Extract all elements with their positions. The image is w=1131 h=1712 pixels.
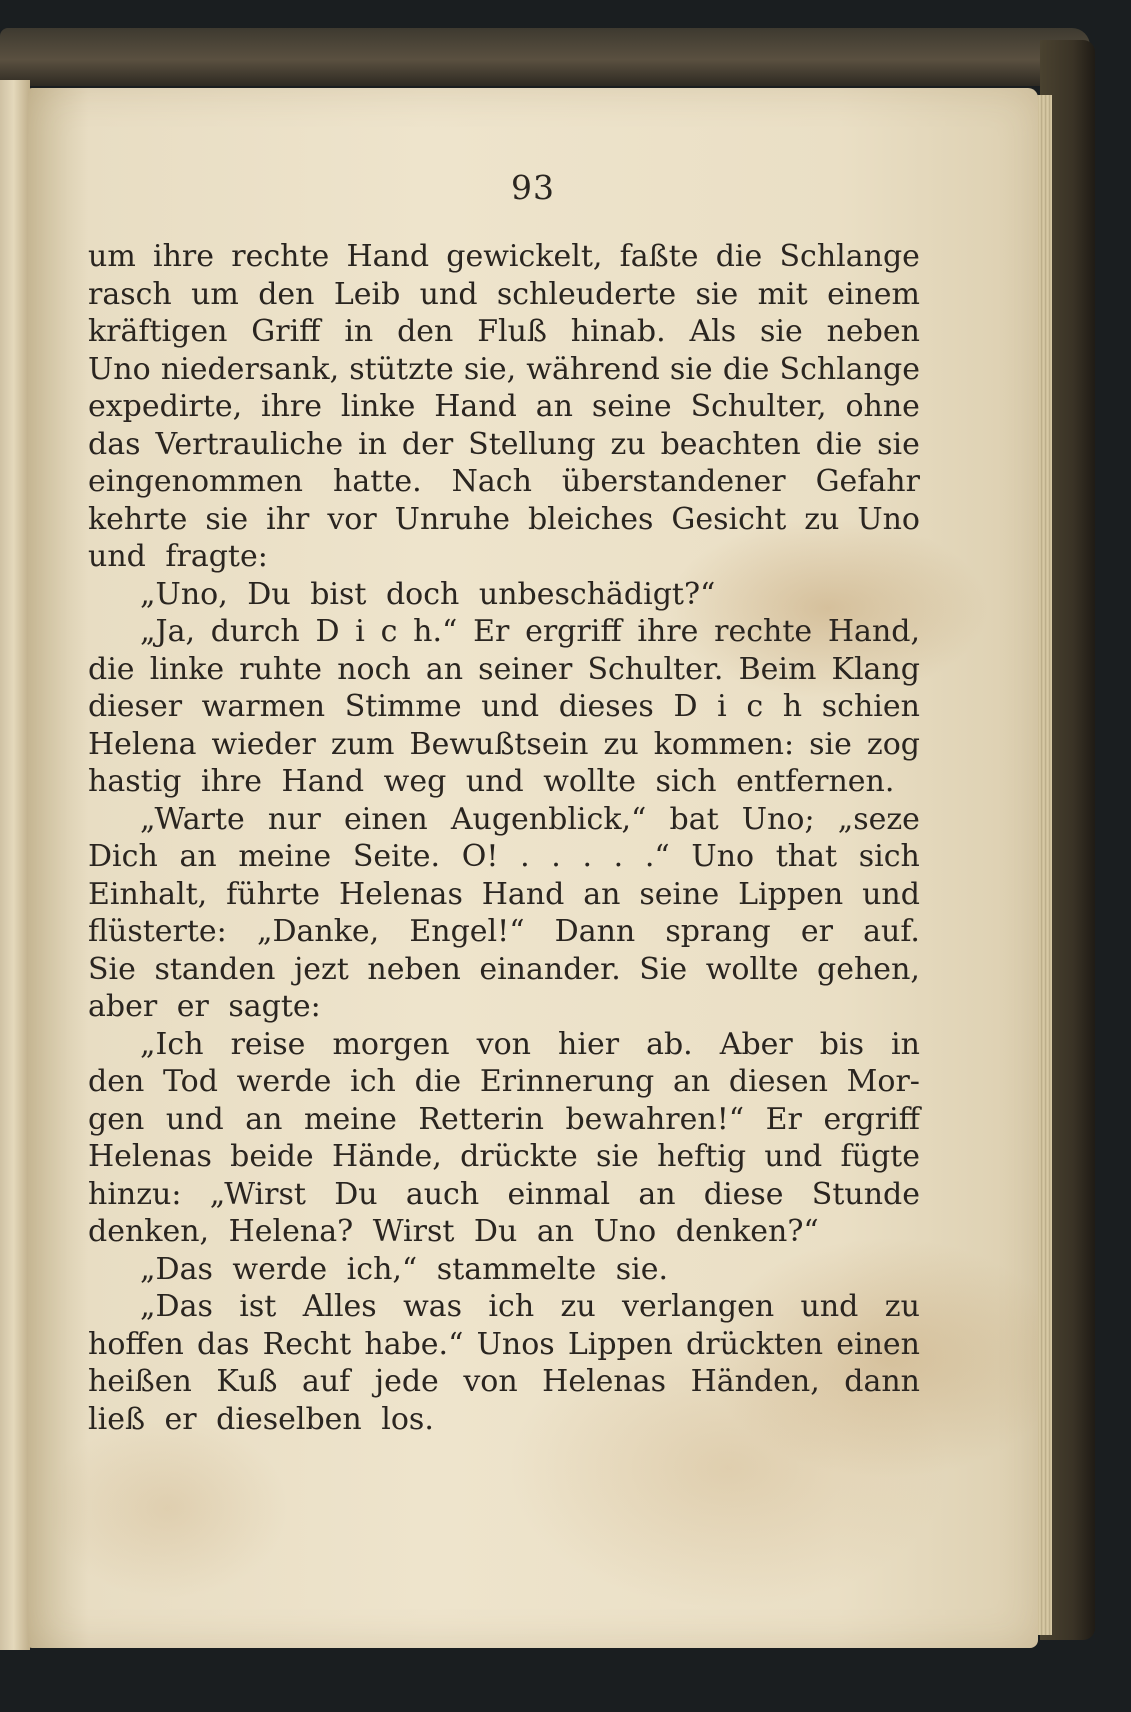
text-line	[88, 351, 920, 389]
text-line	[88, 1101, 920, 1139]
word: Stimme	[344, 689, 462, 724]
word: gen	[88, 1101, 145, 1137]
word: während	[526, 351, 660, 387]
word: dieser	[88, 689, 183, 724]
word: rechte	[231, 239, 330, 274]
word: zu	[603, 726, 639, 762]
word: die	[815, 426, 863, 462]
word: zu	[610, 426, 646, 462]
word: ihr	[266, 501, 310, 537]
word: .“	[644, 839, 670, 874]
word: die	[88, 651, 135, 687]
word: einmal	[507, 1176, 611, 1212]
word: von	[476, 1026, 531, 1062]
word: von	[463, 1364, 518, 1399]
word: „Danke,	[256, 914, 380, 949]
word: zum	[330, 726, 395, 762]
word: an	[638, 1176, 676, 1212]
word: und	[800, 1289, 859, 1324]
word: sich	[858, 839, 920, 874]
word: werde	[236, 1064, 332, 1099]
word: auch	[405, 1176, 480, 1212]
word: das	[196, 1326, 250, 1362]
word: Nach	[451, 464, 532, 499]
text-line	[88, 238, 920, 276]
word: Kuß	[216, 1364, 278, 1399]
word: eingenommen	[88, 464, 303, 499]
word: linke	[149, 651, 225, 687]
word: sie	[669, 351, 713, 387]
word: sie	[877, 426, 920, 462]
word: Hand	[434, 389, 517, 424]
word: hinzu:	[88, 1176, 182, 1212]
word: sie	[205, 501, 249, 537]
word: Alles	[302, 1289, 377, 1324]
text-line	[88, 538, 920, 576]
word: um	[88, 239, 136, 274]
word: Engel!“	[409, 914, 525, 949]
word: Uno	[88, 351, 151, 387]
word: schleuderte	[496, 276, 677, 312]
word: „Das	[140, 1289, 213, 1324]
word: Schulter.	[587, 651, 724, 687]
word: der	[401, 426, 454, 462]
word: an	[245, 1101, 283, 1137]
word: Schlange	[779, 239, 920, 274]
page-number: 93	[511, 168, 555, 207]
word: i	[355, 614, 365, 649]
word: seine	[639, 876, 720, 912]
word: was	[403, 1289, 463, 1324]
text-line-content: „Das werde ich,“ stammelte sie.	[140, 1251, 669, 1287]
word: Sie	[639, 951, 688, 987]
text-line	[88, 1251, 920, 1289]
word: dann	[844, 1364, 920, 1399]
word: .	[613, 839, 624, 874]
word: an	[583, 876, 621, 912]
word: stützte	[349, 351, 454, 387]
word: zog	[866, 726, 920, 762]
text-line	[88, 876, 920, 914]
word: seine	[591, 389, 672, 424]
word: Stunde	[811, 1176, 920, 1212]
word: Hand	[346, 239, 430, 274]
word: .	[582, 839, 593, 874]
word: Unruhe	[394, 501, 510, 537]
word: wollte	[705, 951, 799, 987]
text-line-content: „Uno, Du bist doch unbeschädigt?“	[140, 576, 716, 612]
word: neben	[367, 951, 461, 987]
word: Helenas	[88, 1139, 212, 1174]
word: beide	[230, 1139, 314, 1174]
word: hatte.	[333, 464, 422, 499]
word: kommen:	[653, 726, 795, 762]
text-line	[88, 388, 920, 426]
word: ohne	[845, 389, 920, 424]
text-line	[88, 838, 920, 876]
word: verlangen	[622, 1289, 775, 1324]
word: neben	[826, 314, 920, 349]
text-line	[88, 1288, 920, 1326]
word: D	[673, 689, 698, 724]
word: in	[358, 426, 387, 462]
word: Bewußtsein	[409, 726, 589, 762]
word: gehen,	[817, 951, 920, 987]
word: Schlange	[779, 351, 920, 387]
word: bis	[819, 1026, 864, 1062]
word: Stellung	[468, 426, 596, 462]
word: c	[380, 614, 398, 649]
word: Retterin	[418, 1101, 544, 1137]
word: hier	[558, 1026, 620, 1062]
word: und	[165, 1101, 224, 1137]
word: Aber	[719, 1026, 793, 1062]
text-line	[88, 763, 920, 801]
text-line	[88, 1063, 920, 1101]
word: ihre	[153, 239, 215, 274]
word: Beim	[738, 651, 817, 687]
previous-page-edge	[0, 80, 30, 1650]
word: D	[315, 614, 340, 649]
word: Griff	[251, 314, 321, 349]
word: das	[88, 426, 141, 462]
word: .	[520, 839, 530, 874]
word: hinab.	[570, 314, 666, 349]
text-line	[88, 313, 920, 351]
word: ab.	[646, 1026, 693, 1062]
word: Hand	[481, 876, 565, 912]
word: ihre	[261, 389, 323, 424]
word: bleiches	[527, 501, 654, 537]
word: jezt	[293, 951, 349, 987]
word: noch	[337, 651, 411, 687]
word: Vertrauliche	[155, 426, 344, 462]
word: an	[535, 389, 573, 424]
word: Helena	[88, 726, 197, 762]
word: niedersank,	[160, 351, 340, 387]
word: und	[862, 876, 920, 912]
word: ruhte	[239, 651, 323, 687]
text-line	[88, 426, 920, 464]
word: sie	[596, 1139, 639, 1174]
word: habe.“	[364, 1326, 464, 1362]
word: Du	[334, 1176, 378, 1212]
word: ergriff	[823, 1101, 920, 1137]
word: Unos	[476, 1326, 555, 1362]
word: und	[764, 1139, 823, 1174]
word: kräftigen	[88, 314, 228, 349]
word: zu	[884, 1289, 920, 1324]
word: Uno;	[741, 801, 815, 837]
word: Tod	[163, 1064, 218, 1099]
text-line	[88, 1176, 920, 1214]
text-line	[88, 651, 920, 689]
word: Erinnerung	[479, 1064, 655, 1099]
word: auf	[301, 1364, 351, 1399]
word: jede	[374, 1364, 439, 1399]
text-line	[88, 463, 920, 501]
word: „Wirst	[209, 1176, 306, 1212]
word: den	[397, 314, 454, 349]
word: expedirte,	[88, 389, 243, 424]
word: sie	[809, 726, 852, 762]
word: vor	[327, 501, 377, 537]
word: Er	[473, 614, 510, 649]
word: Lippen	[738, 876, 844, 912]
word: Lippen	[567, 1326, 673, 1362]
word: ihre	[637, 614, 699, 649]
text-line	[88, 501, 920, 539]
word: durch	[210, 614, 300, 649]
word: Schulter,	[690, 389, 827, 424]
word: O!	[461, 839, 499, 874]
word: Seite.	[352, 839, 441, 874]
word: warmen	[201, 689, 326, 724]
word: i	[717, 689, 727, 724]
word: und	[419, 276, 478, 312]
word: c	[746, 689, 764, 724]
text-line	[88, 1138, 920, 1176]
word: morgen	[332, 1026, 450, 1062]
word: Einhalt,	[88, 876, 208, 912]
word: die	[722, 351, 770, 387]
word: faßte	[619, 239, 699, 274]
word: Dann	[554, 914, 636, 949]
word: Helenas	[542, 1364, 667, 1399]
word: kehrte	[88, 501, 188, 537]
word: that	[775, 839, 838, 874]
word: die	[414, 1064, 462, 1099]
word: rechte	[714, 614, 813, 649]
word: Klang	[831, 651, 920, 687]
word: sie	[759, 314, 803, 349]
word: meine	[238, 839, 332, 874]
word: Uno	[857, 501, 920, 537]
word: den	[258, 276, 315, 312]
word: einander.	[479, 951, 621, 987]
word: „Ich	[140, 1026, 204, 1062]
word: drückte	[460, 1139, 578, 1174]
word: Leib	[333, 276, 401, 312]
word: Gefahr	[815, 464, 920, 499]
text-line	[88, 1026, 920, 1064]
word: standen	[154, 951, 276, 987]
word: Dich	[88, 839, 158, 874]
text-line	[88, 1401, 920, 1439]
word: ist	[239, 1289, 277, 1324]
word: Er	[765, 1101, 802, 1137]
word: Mor-	[846, 1064, 920, 1099]
word: einem	[827, 276, 920, 312]
page-text	[88, 238, 920, 1438]
word: überstandener	[561, 464, 786, 499]
word: zu	[804, 501, 840, 537]
word: diese	[703, 1176, 784, 1212]
text-line	[88, 1363, 920, 1401]
text-line	[88, 988, 920, 1026]
word: Hände,	[331, 1139, 442, 1174]
word: auf.	[863, 914, 920, 949]
text-line	[88, 726, 920, 764]
word: Recht	[262, 1326, 352, 1362]
word: und	[481, 689, 540, 724]
word: bewahren!“	[565, 1101, 745, 1137]
word: Uno	[691, 839, 755, 874]
word: Als	[689, 314, 737, 349]
word: Händen,	[690, 1364, 820, 1399]
word: Gesicht	[671, 501, 787, 537]
word: h	[782, 689, 803, 724]
word: wieder	[211, 726, 316, 762]
word: drückten	[686, 1326, 824, 1362]
word: um	[191, 276, 239, 312]
text-line	[88, 1326, 920, 1364]
text-line	[88, 576, 920, 614]
book-cover-top-edge	[0, 28, 1090, 86]
word: beachten	[660, 426, 801, 462]
word: an	[179, 839, 217, 874]
word: in	[344, 314, 374, 349]
word: Fluß	[477, 314, 547, 349]
word: den	[88, 1064, 145, 1099]
word: h.“	[413, 614, 458, 649]
word: nur	[267, 801, 321, 837]
word: „Ja,	[140, 614, 195, 649]
text-line	[88, 613, 920, 651]
word: ich	[488, 1289, 535, 1324]
word: sprang	[665, 914, 771, 949]
word: diesen	[728, 1064, 828, 1099]
text-line	[88, 688, 920, 726]
word: Sie	[88, 951, 136, 987]
word: seiner	[478, 651, 573, 687]
word: meine	[304, 1101, 397, 1137]
word: „Warte	[140, 801, 245, 837]
word: flüsterte:	[88, 914, 227, 949]
text-line-content: hastig ihre Hand weg und wollte sich entfernen.	[88, 764, 895, 799]
word: sie,	[463, 351, 517, 387]
book-page	[28, 88, 1038, 1648]
word: Helenas	[338, 876, 463, 912]
word: heißen	[88, 1364, 192, 1399]
word: zu	[560, 1289, 596, 1324]
text-line	[88, 1213, 920, 1251]
word: führte	[226, 876, 321, 912]
word: an	[425, 651, 464, 687]
word: hoffen	[88, 1326, 184, 1362]
text-line-content: aber er sagte:	[88, 989, 321, 1024]
word: ich	[350, 1064, 396, 1099]
word: linke	[340, 389, 416, 424]
word: einen	[836, 1326, 920, 1362]
word: einen	[343, 801, 428, 837]
word: reise	[230, 1026, 306, 1062]
text-line	[88, 801, 920, 839]
word: die	[715, 239, 763, 274]
word: rasch	[88, 276, 172, 312]
text-line	[88, 913, 920, 951]
word: er	[800, 914, 834, 949]
word: gewickelt,	[446, 239, 603, 274]
word: ergriff	[525, 614, 622, 649]
word: sie	[695, 276, 739, 312]
text-line-content: denken, Helena? Wirst Du an Uno denken?“	[88, 1214, 819, 1249]
word: schien	[821, 689, 920, 724]
text-line	[88, 276, 920, 314]
word: dieses	[558, 689, 654, 724]
word: Augenblick,“	[450, 801, 647, 837]
word: fügte	[840, 1139, 920, 1174]
word: mit	[757, 276, 808, 312]
word: an	[672, 1064, 711, 1099]
word: in	[891, 1026, 920, 1062]
word: .	[551, 839, 561, 874]
word: heftig	[657, 1139, 747, 1174]
word: bat	[669, 801, 719, 837]
word: „seze	[837, 801, 920, 837]
text-line	[88, 951, 920, 989]
text-line-content: ließ er dieselben los.	[88, 1401, 434, 1437]
word: Hand,	[827, 614, 920, 649]
text-line-content: und fragte:	[88, 539, 268, 574]
